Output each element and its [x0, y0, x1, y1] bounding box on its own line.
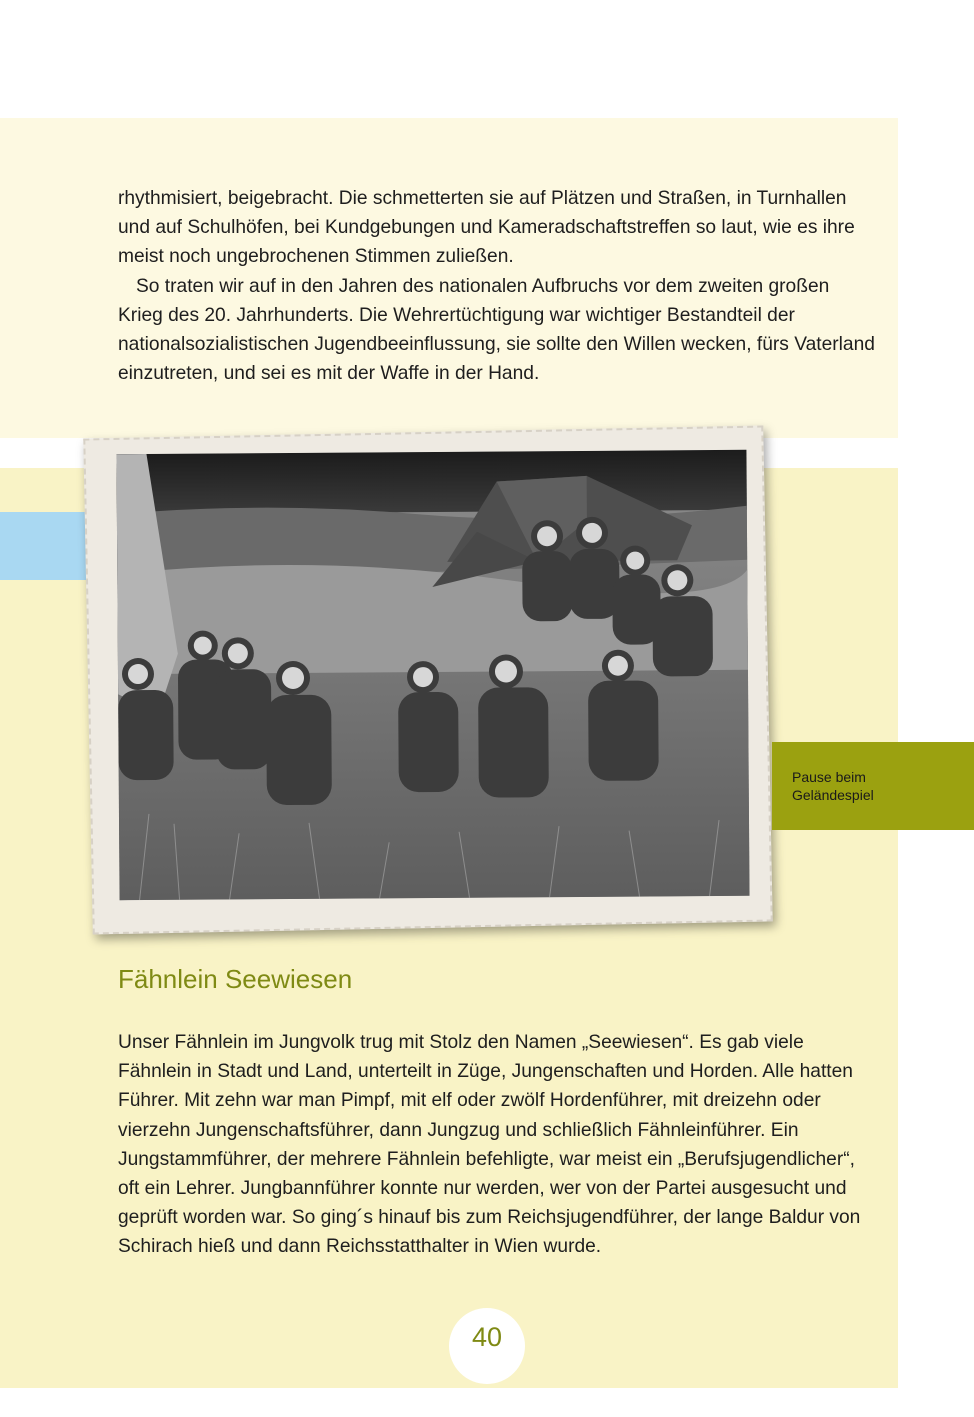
page-number: 40 [471, 1322, 503, 1352]
caption-line-1: Pause beim [792, 769, 866, 785]
caption-line-2: Geländespiel [792, 787, 874, 803]
top-paragraph-2: So traten wir auf in den Jahren des nationalen Aufbruchs vor dem zweiten großen Krieg des 20. Jahrhunderts. Die Wehrertüchtigung war wichtiger Bestandteil der nationalsozialistischen Jugendbeeinflussung, sie sollte den Willen wecken, fürs Vaterland einzutreten, und sei es mit der Waffe in der Hand. [118, 275, 875, 385]
photo-caption [792, 768, 962, 804]
photo-caption-box [772, 742, 974, 830]
section-text-block [118, 1028, 878, 1262]
blue-side-tab [0, 512, 93, 580]
section-paragraph: Unser Fähnlein im Jungvolk trug mit Stolz den Namen „Seewiesen“. Es gab viele Fähnlein in Stadt und Land, unterteilt in Züge, Jungenschaften und Horden. Alle hatten Führer. Mit zehn war man Pimpf, mit elf oder zwölf Hordenführer, mit dreizehn oder vierzehn Jungenschaftsführer, dann Jungzug und schließlich Fähnleinführer. Ein Jungstammführer, der mehrere Fähnlein befehligte, war meist ein „Berufsjugendlicher“, oft ein Lehrer. Jungbannführer konnte nur werden, wer von der Partei ausgesucht und geprüft worden war. So ging´s hinauf bis zum Reichsjugendführer, der lange Baldur von Schirach hieß und dann Reichsstatthalter in Wien wurde. [118, 1032, 861, 1258]
photo-illustration [116, 450, 749, 900]
top-text-block [118, 184, 878, 388]
scout-group-photo [116, 450, 749, 900]
top-paragraph-1: rhythmisiert, beigebracht. Die schmetterten sie auf Plätzen und Straßen, in Turnhallen und auf Schulhöfen, bei Kundgebungen und Kameradschaftstreffen so laut, wie es ihre meist noch ungebrochenen Stimmen zuließen. [118, 188, 855, 268]
section-heading: Fähnlein Seewiesen [118, 964, 353, 994]
